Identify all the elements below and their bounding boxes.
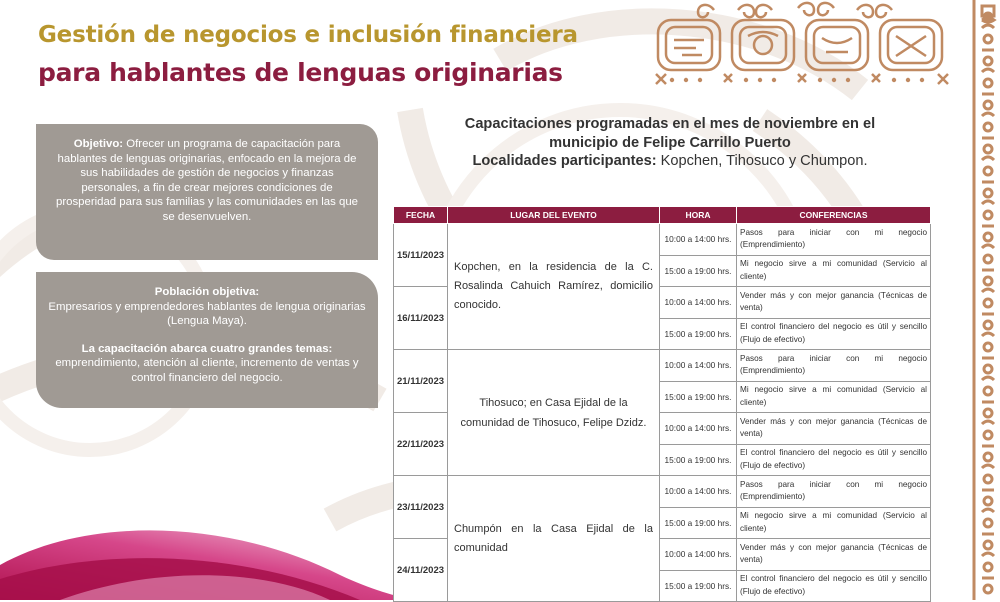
schedule-heading: [395, 115, 945, 171]
conferencia-cell: El control financiero del negocio es útil y sencillo (Flujo de efectivo): [737, 318, 931, 350]
title-line-2: para hablantes de lenguas originarias: [38, 58, 563, 87]
table-row: [394, 476, 931, 508]
hora-cell: 10:00 a 14:00 hrs.: [660, 350, 737, 382]
hora-cell: 15:00 a 19:00 hrs.: [660, 255, 737, 287]
hora-cell: 10:00 a 14:00 hrs.: [660, 539, 737, 571]
conferencia-cell: Vender más y con mejor ganancia (Técnicas de venta): [737, 539, 931, 571]
lugar-cell: Kopchen, en la residencia de la C. Rosalinda Cahuich Ramírez, domicilio conocido.: [448, 224, 660, 350]
hora-cell: 15:00 a 19:00 hrs.: [660, 444, 737, 476]
conferencia-cell: Pasos para iniciar con mi negocio (Emprendimiento): [737, 224, 931, 256]
lugar-cell: Chumpón en la Casa Ejidal de la comunidad: [448, 476, 660, 602]
pink-wave-decoration: [0, 505, 420, 600]
schedule-heading-line1: Capacitaciones programadas en el mes de noviembre en el: [464, 116, 876, 132]
conferencia-cell: Vender más y con mejor ganancia (Técnicas de venta): [737, 287, 931, 319]
column-header: HORA: [660, 207, 737, 224]
temas-label: La capacitación abarca cuatro grandes temas:: [81, 342, 333, 355]
table-row: [394, 350, 931, 382]
conferencia-cell: El control financiero del negocio es útil y sencillo (Flujo de efectivo): [737, 444, 931, 476]
column-header: CONFERENCIAS: [737, 207, 931, 224]
border-pattern-icon: [966, 0, 1000, 600]
poblacion-text: Empresarios y emprendedores hablantes de lengua originarias (Lengua Maya).: [48, 300, 366, 328]
hora-cell: 10:00 a 14:00 hrs.: [660, 413, 737, 445]
temas-text: emprendimiento, atención al cliente, incremento de ventas y control financiero del negocio.: [55, 357, 359, 384]
objetivo-label: Objetivo:: [73, 138, 124, 150]
lugar-cell: Tihosuco; en Casa Ejidal de la comunidad de Tihosuco, Felipe Dzidz.: [448, 350, 660, 476]
localidades-label: Localidades participantes:: [472, 153, 657, 170]
hora-cell: 10:00 a 14:00 hrs.: [660, 287, 737, 319]
fecha-cell: 23/11/2023: [394, 476, 448, 539]
conferencia-cell: Pasos para iniciar con mi negocio (Emprendimiento): [737, 476, 931, 508]
hora-cell: 15:00 a 19:00 hrs.: [660, 570, 737, 602]
objetivo-text: Ofrecer un programa de capacitación para hablantes de lenguas originarias, enfocado en la mejora de sus habilidades de gestión de negocios y finanzas personales, a fin de crear mejores condiciones de prosperidad para sus familias y las comunidades en las que se desenvuelven.: [55, 138, 359, 223]
hora-cell: 10:00 a 14:00 hrs.: [660, 476, 737, 508]
column-header: FECHA: [394, 207, 448, 224]
conferencia-cell: Pasos para iniciar con mi negocio (Emprendimiento): [737, 350, 931, 382]
schedule-table: [393, 206, 931, 602]
hora-cell: 15:00 a 19:00 hrs.: [660, 381, 737, 413]
table-row: [394, 224, 931, 256]
fecha-cell: 24/11/2023: [394, 539, 448, 602]
fecha-cell: 15/11/2023: [394, 224, 448, 287]
conferencia-cell: Mi negocio sirve a mi comunidad (Servicio al cliente): [737, 255, 931, 287]
column-header: LUGAR DEL EVENTO: [448, 207, 660, 224]
fecha-cell: 21/11/2023: [394, 350, 448, 413]
conferencia-cell: El control financiero del negocio es útil y sencillo (Flujo de efectivo): [737, 570, 931, 602]
title-line-1: Gestión de negocios e inclusión financiera: [38, 22, 578, 48]
table-header-row: [394, 207, 931, 224]
fecha-cell: 22/11/2023: [394, 413, 448, 476]
conferencia-cell: Mi negocio sirve a mi comunidad (Servicio al cliente): [737, 507, 931, 539]
maya-glyph-icon: [652, 0, 952, 95]
schedule-heading-line2: municipio de Felipe Carrillo Puerto: [549, 134, 791, 151]
poblacion-box: [36, 272, 378, 408]
hora-cell: 15:00 a 19:00 hrs.: [660, 318, 737, 350]
localidades-text: Kopchen, Tihosuco y Chumpon.: [656, 153, 868, 170]
fecha-cell: 16/11/2023: [394, 287, 448, 350]
conferencia-cell: Vender más y con mejor ganancia (Técnicas de venta): [737, 413, 931, 445]
poblacion-label: Población objetiva:: [154, 286, 260, 298]
hora-cell: 10:00 a 14:00 hrs.: [660, 224, 737, 256]
conferencia-cell: Mi negocio sirve a mi comunidad (Servicio al cliente): [737, 381, 931, 413]
objetivo-box: [36, 124, 378, 260]
hora-cell: 15:00 a 19:00 hrs.: [660, 507, 737, 539]
